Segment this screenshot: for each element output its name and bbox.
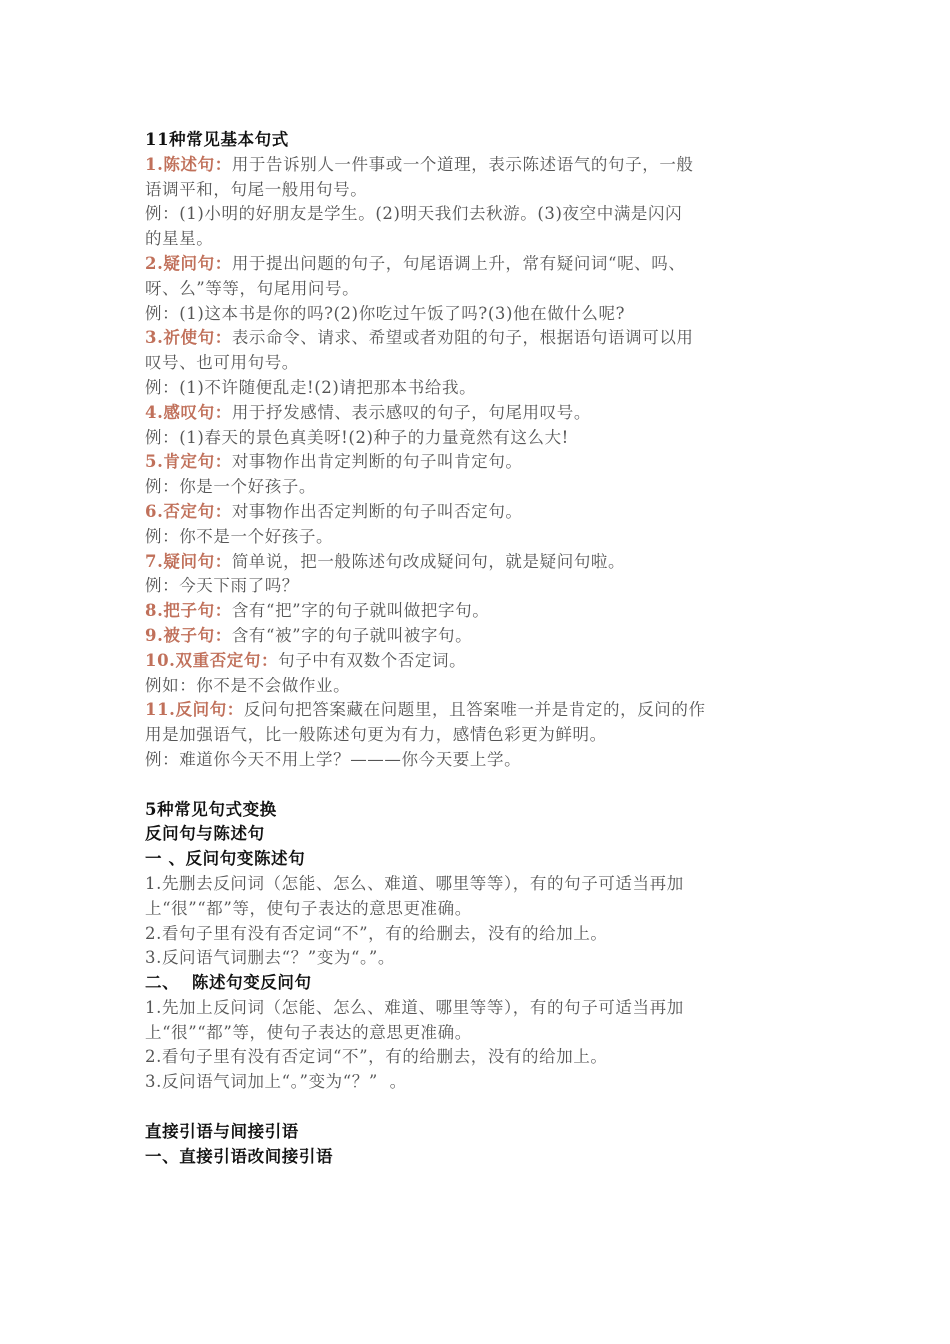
- item-imperative: [145, 326, 810, 351]
- item-text-cont: 叹号、也可用句号。: [145, 353, 299, 373]
- item-text: 反问句把答案藏在问题里，且答案唯一并是肯定的，反问的作: [243, 700, 706, 720]
- rule-line: 1.先删去反问词（怎能、怎么、难道、哪里等等），有的句子可适当再加: [145, 873, 684, 893]
- rule-line: 3.反问语气词删去“？”变为“。”。: [145, 948, 396, 968]
- section-title-basic-sentences: 11种常见基本句式: [145, 130, 289, 149]
- example-text: 例：(1)春天的景色真美呀!(2)种子的力量竟然有这么大!: [145, 427, 569, 447]
- document-page: [145, 128, 810, 1169]
- rule-line: 2.看句子里有没有否定词“不”，有的给删去，没有的给加上。: [145, 923, 608, 943]
- item-label: 3.祈使句：: [145, 328, 232, 348]
- part-heading-speech: 一、直接引语改间接引语: [145, 1146, 334, 1166]
- item-declarative: [145, 153, 810, 178]
- item-text: 对事物作出肯定判断的句子叫肯定句。: [231, 452, 523, 472]
- item-label: 6.否定句：: [145, 501, 232, 521]
- rule-line: 1.先加上反问词（怎能、怎么、难道、哪里等等），有的句子可适当再加: [145, 997, 684, 1017]
- example-text: 例：今天下雨了吗？: [145, 576, 299, 596]
- item-label: 10.双重否定句：: [145, 650, 279, 670]
- item-label: 1.陈述句：: [145, 154, 232, 174]
- example-text: 例：你是一个好孩子。: [145, 477, 316, 497]
- item-rhetorical: [145, 698, 810, 723]
- example-text: 例如：你不是不会做作业。: [145, 675, 351, 695]
- item-negative: [145, 500, 810, 525]
- item-text-cont: 语调平和，句尾一般用句号。: [145, 179, 368, 199]
- item-label: 7.疑问句：: [145, 551, 232, 571]
- item-affirmative: [145, 450, 810, 475]
- item-text: 用于告诉别人一件事或一个道理，表示陈述语气的句子，一般: [231, 154, 694, 174]
- item-text: 对事物作出否定判断的句子叫否定句。: [231, 501, 523, 521]
- example-text-cont: 的星星。: [145, 229, 214, 249]
- part-heading-2: 二、 陈述句变反问句: [145, 973, 312, 993]
- item-text-cont: 用是加强语气，比一般陈述句更为有力，感情色彩更为鲜明。: [145, 725, 607, 745]
- section-title-transformations: 5种常见句式变换: [145, 799, 277, 819]
- item-text-cont: 呀、么”等等，句尾用问号。: [145, 278, 360, 298]
- spacer: [145, 1095, 810, 1120]
- section-title-speech: 直接引语与间接引语: [145, 1121, 299, 1141]
- item-text: 简单说，把一般陈述句改成疑问句，就是疑问句啦。: [231, 551, 626, 571]
- example-text: 例：你不是一个好孩子。: [145, 526, 334, 546]
- item-label: 4.感叹句：: [145, 402, 232, 422]
- item-text: 句子中有双数个否定词。: [278, 650, 467, 670]
- item-bei-sentence: [145, 624, 810, 649]
- item-label: 5.肯定句：: [145, 452, 232, 472]
- rule-line: 2.看句子里有没有否定词“不”，有的给删去，没有的给加上。: [145, 1047, 608, 1067]
- example-text: 例：(1)小明的好朋友是学生。(2)明天我们去秋游。(3)夜空中满是闪闪: [145, 204, 683, 224]
- item-label: 11.反问句：: [145, 700, 244, 720]
- item-interrogative: [145, 252, 810, 277]
- item-interrogative-2: [145, 550, 810, 575]
- example-text: 例：(1)不许随便乱走!(2)请把那本书给我。: [145, 377, 477, 397]
- item-text: 用于抒发感情、表示感叹的句子，句尾用叹号。: [231, 402, 591, 422]
- section-subtitle: 反问句与陈述句: [145, 824, 265, 844]
- item-text: 含有“把”字的句子就叫做把字句。: [231, 601, 490, 621]
- part-heading-1: 一 、反问句变陈述句: [145, 849, 306, 869]
- item-label: 8.把子句：: [145, 601, 232, 621]
- spacer: [145, 773, 810, 798]
- rule-line: 上“很”“都”等，使句子表达的意思更准确。: [145, 898, 472, 918]
- example-text: 例：难道你今天不用上学？———你今天要上学。: [145, 749, 522, 769]
- item-text: 用于提出问题的句子，句尾语调上升，常有疑问词“呢、吗、: [231, 253, 686, 273]
- item-label: 2.疑问句：: [145, 253, 232, 273]
- item-ba-sentence: [145, 599, 810, 624]
- item-text: 表示命令、请求、希望或者劝阻的句子，根据语句语调可以用: [231, 328, 694, 348]
- item-double-negative: [145, 649, 810, 674]
- item-label: 9.被子句：: [145, 625, 232, 645]
- rule-line: 上“很”“都”等，使句子表达的意思更准确。: [145, 1022, 472, 1042]
- item-text: 含有“被”字的句子就叫被字句。: [231, 625, 473, 645]
- example-text: 例：(1)这本书是你的吗?(2)你吃过午饭了吗?(3)他在做什么呢?: [145, 303, 626, 323]
- rule-line: 3.反问语气词加上“。”变为“？” 。: [145, 1072, 407, 1092]
- item-exclamatory: [145, 401, 810, 426]
